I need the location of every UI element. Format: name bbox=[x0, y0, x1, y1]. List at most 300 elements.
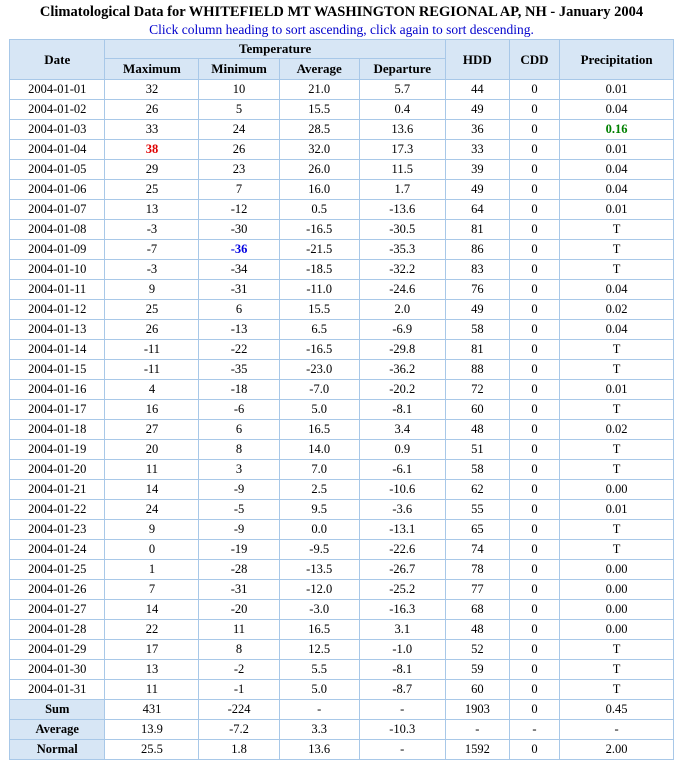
maximum-cell: 27 bbox=[105, 420, 199, 440]
table-row bbox=[10, 440, 674, 460]
summary-row bbox=[10, 720, 674, 740]
hdd-cell: 48 bbox=[445, 420, 509, 440]
maximum-cell: 11 bbox=[105, 680, 199, 700]
cdd-cell: 0 bbox=[509, 160, 559, 180]
hdd-cell: 52 bbox=[445, 640, 509, 660]
column-header-minimum[interactable]: Minimum bbox=[199, 59, 279, 80]
hdd-cell: 81 bbox=[445, 220, 509, 240]
average-cell: 3.3 bbox=[279, 720, 359, 740]
average-cell: 9.5 bbox=[279, 500, 359, 520]
hdd-cell: 1903 bbox=[445, 700, 509, 720]
summary-label: Average bbox=[10, 720, 105, 740]
cdd-cell: 0 bbox=[509, 400, 559, 420]
precipitation-cell: 0.00 bbox=[560, 560, 674, 580]
date-cell: 2004-01-12 bbox=[10, 300, 105, 320]
table-row bbox=[10, 580, 674, 600]
hdd-cell: 58 bbox=[445, 320, 509, 340]
date-cell: 2004-01-05 bbox=[10, 160, 105, 180]
date-cell: 2004-01-30 bbox=[10, 660, 105, 680]
table-row bbox=[10, 420, 674, 440]
minimum-cell: -2 bbox=[199, 660, 279, 680]
date-cell: 2004-01-21 bbox=[10, 480, 105, 500]
hdd-cell: 81 bbox=[445, 340, 509, 360]
minimum-cell: 10 bbox=[199, 80, 279, 100]
column-group-temperature: Temperature bbox=[105, 40, 445, 59]
date-cell: 2004-01-04 bbox=[10, 140, 105, 160]
departure-cell: -1.0 bbox=[359, 640, 445, 660]
average-cell: 16.5 bbox=[279, 420, 359, 440]
cdd-cell: 0 bbox=[509, 660, 559, 680]
hdd-cell: 74 bbox=[445, 540, 509, 560]
column-header-hdd[interactable]: HDD bbox=[445, 40, 509, 80]
hdd-cell: 49 bbox=[445, 100, 509, 120]
hdd-cell: 62 bbox=[445, 480, 509, 500]
minimum-cell: 24 bbox=[199, 120, 279, 140]
precipitation-cell: 0.00 bbox=[560, 580, 674, 600]
maximum-cell: 24 bbox=[105, 500, 199, 520]
average-cell: -21.5 bbox=[279, 240, 359, 260]
maximum-cell: 26 bbox=[105, 320, 199, 340]
departure-cell: -36.2 bbox=[359, 360, 445, 380]
minimum-cell: -1 bbox=[199, 680, 279, 700]
minimum-cell: 6 bbox=[199, 300, 279, 320]
minimum-cell: 1.8 bbox=[199, 740, 279, 760]
departure-cell: - bbox=[359, 700, 445, 720]
departure-cell: -26.7 bbox=[359, 560, 445, 580]
cdd-cell: - bbox=[509, 720, 559, 740]
table-row bbox=[10, 660, 674, 680]
departure-cell: -8.1 bbox=[359, 660, 445, 680]
table-row bbox=[10, 600, 674, 620]
date-cell: 2004-01-11 bbox=[10, 280, 105, 300]
hdd-cell: - bbox=[445, 720, 509, 740]
departure-cell: -8.1 bbox=[359, 400, 445, 420]
minimum-cell: -34 bbox=[199, 260, 279, 280]
hdd-cell: 68 bbox=[445, 600, 509, 620]
maximum-cell: 25.5 bbox=[105, 740, 199, 760]
minimum-cell: -13 bbox=[199, 320, 279, 340]
precipitation-cell: T bbox=[560, 640, 674, 660]
table-row bbox=[10, 120, 674, 140]
date-cell: 2004-01-09 bbox=[10, 240, 105, 260]
precipitation-cell: T bbox=[560, 540, 674, 560]
minimum-cell: 5 bbox=[199, 100, 279, 120]
maximum-cell: 32 bbox=[105, 80, 199, 100]
departure-cell: 1.7 bbox=[359, 180, 445, 200]
average-cell: -18.5 bbox=[279, 260, 359, 280]
column-header-precipitation[interactable]: Precipitation bbox=[560, 40, 674, 80]
departure-cell: -22.6 bbox=[359, 540, 445, 560]
minimum-cell: -31 bbox=[199, 580, 279, 600]
departure-cell: -25.2 bbox=[359, 580, 445, 600]
precipitation-cell: T bbox=[560, 440, 674, 460]
average-cell: -12.0 bbox=[279, 580, 359, 600]
cdd-cell: 0 bbox=[509, 180, 559, 200]
minimum-cell: -5 bbox=[199, 500, 279, 520]
date-cell: 2004-01-23 bbox=[10, 520, 105, 540]
table-row bbox=[10, 520, 674, 540]
minimum-cell: -31 bbox=[199, 280, 279, 300]
precipitation-cell: 0.01 bbox=[560, 200, 674, 220]
date-cell: 2004-01-07 bbox=[10, 200, 105, 220]
average-cell: -23.0 bbox=[279, 360, 359, 380]
cdd-cell: 0 bbox=[509, 500, 559, 520]
average-cell: -13.5 bbox=[279, 560, 359, 580]
date-cell: 2004-01-15 bbox=[10, 360, 105, 380]
minimum-cell: -224 bbox=[199, 700, 279, 720]
minimum-cell: 23 bbox=[199, 160, 279, 180]
cdd-cell: 0 bbox=[509, 80, 559, 100]
minimum-cell: -36 bbox=[199, 240, 279, 260]
maximum-cell: 13 bbox=[105, 200, 199, 220]
maximum-cell: -7 bbox=[105, 240, 199, 260]
hdd-cell: 1592 bbox=[445, 740, 509, 760]
hdd-cell: 88 bbox=[445, 360, 509, 380]
maximum-cell: 25 bbox=[105, 180, 199, 200]
column-header-departure[interactable]: Departure bbox=[359, 59, 445, 80]
departure-cell: 3.1 bbox=[359, 620, 445, 640]
departure-cell: -13.6 bbox=[359, 200, 445, 220]
departure-cell: -30.5 bbox=[359, 220, 445, 240]
hdd-cell: 39 bbox=[445, 160, 509, 180]
departure-cell: 3.4 bbox=[359, 420, 445, 440]
minimum-cell: -19 bbox=[199, 540, 279, 560]
precipitation-cell: T bbox=[560, 340, 674, 360]
precipitation-cell: T bbox=[560, 360, 674, 380]
table-row bbox=[10, 280, 674, 300]
precipitation-cell: T bbox=[560, 260, 674, 280]
table-row bbox=[10, 460, 674, 480]
precipitation-cell: 0.00 bbox=[560, 480, 674, 500]
average-cell: -9.5 bbox=[279, 540, 359, 560]
maximum-cell: 13.9 bbox=[105, 720, 199, 740]
minimum-cell: -12 bbox=[199, 200, 279, 220]
departure-cell: 0.4 bbox=[359, 100, 445, 120]
maximum-cell: 26 bbox=[105, 100, 199, 120]
cdd-cell: 0 bbox=[509, 240, 559, 260]
hdd-cell: 58 bbox=[445, 460, 509, 480]
average-cell: 0.5 bbox=[279, 200, 359, 220]
table-row bbox=[10, 200, 674, 220]
departure-cell: 5.7 bbox=[359, 80, 445, 100]
hdd-cell: 72 bbox=[445, 380, 509, 400]
cdd-cell: 0 bbox=[509, 580, 559, 600]
departure-cell: -24.6 bbox=[359, 280, 445, 300]
maximum-cell: 9 bbox=[105, 520, 199, 540]
date-cell: 2004-01-27 bbox=[10, 600, 105, 620]
maximum-cell: 7 bbox=[105, 580, 199, 600]
precipitation-cell: T bbox=[560, 460, 674, 480]
average-cell: 16.0 bbox=[279, 180, 359, 200]
precipitation-cell: T bbox=[560, 240, 674, 260]
date-cell: 2004-01-02 bbox=[10, 100, 105, 120]
precipitation-cell: - bbox=[560, 720, 674, 740]
minimum-cell: -18 bbox=[199, 380, 279, 400]
departure-cell: 13.6 bbox=[359, 120, 445, 140]
maximum-cell: -11 bbox=[105, 340, 199, 360]
table-row bbox=[10, 240, 674, 260]
average-cell: 6.5 bbox=[279, 320, 359, 340]
average-cell: 7.0 bbox=[279, 460, 359, 480]
minimum-cell: -7.2 bbox=[199, 720, 279, 740]
table-row bbox=[10, 160, 674, 180]
precipitation-cell: T bbox=[560, 220, 674, 240]
average-cell: 15.5 bbox=[279, 300, 359, 320]
column-header-date[interactable]: Date bbox=[10, 40, 105, 80]
minimum-cell: -20 bbox=[199, 600, 279, 620]
average-cell: 32.0 bbox=[279, 140, 359, 160]
precipitation-cell: 0.02 bbox=[560, 420, 674, 440]
minimum-cell: 6 bbox=[199, 420, 279, 440]
maximum-cell: 16 bbox=[105, 400, 199, 420]
maximum-cell: -3 bbox=[105, 220, 199, 240]
cdd-cell: 0 bbox=[509, 340, 559, 360]
column-header-cdd[interactable]: CDD bbox=[509, 40, 559, 80]
precipitation-cell: 0.04 bbox=[560, 100, 674, 120]
table-row bbox=[10, 560, 674, 580]
precipitation-cell: 0.02 bbox=[560, 300, 674, 320]
table-row bbox=[10, 140, 674, 160]
summary-label: Normal bbox=[10, 740, 105, 760]
date-cell: 2004-01-10 bbox=[10, 260, 105, 280]
summary-row bbox=[10, 740, 674, 760]
date-cell: 2004-01-03 bbox=[10, 120, 105, 140]
precipitation-cell: 0.04 bbox=[560, 320, 674, 340]
maximum-cell: 22 bbox=[105, 620, 199, 640]
date-cell: 2004-01-17 bbox=[10, 400, 105, 420]
date-cell: 2004-01-18 bbox=[10, 420, 105, 440]
table-row bbox=[10, 260, 674, 280]
minimum-cell: 26 bbox=[199, 140, 279, 160]
maximum-cell: 13 bbox=[105, 660, 199, 680]
departure-cell: -20.2 bbox=[359, 380, 445, 400]
cdd-cell: 0 bbox=[509, 200, 559, 220]
maximum-cell: 38 bbox=[105, 140, 199, 160]
maximum-cell: 0 bbox=[105, 540, 199, 560]
average-cell: - bbox=[279, 700, 359, 720]
maximum-cell: 25 bbox=[105, 300, 199, 320]
cdd-cell: 0 bbox=[509, 680, 559, 700]
summary-rows bbox=[10, 700, 674, 760]
date-cell: 2004-01-26 bbox=[10, 580, 105, 600]
average-cell: 12.5 bbox=[279, 640, 359, 660]
precipitation-cell: 0.16 bbox=[560, 120, 674, 140]
cdd-cell: 0 bbox=[509, 420, 559, 440]
average-cell: 5.5 bbox=[279, 660, 359, 680]
table-row bbox=[10, 640, 674, 660]
minimum-cell: 8 bbox=[199, 440, 279, 460]
departure-cell: -3.6 bbox=[359, 500, 445, 520]
departure-cell: -16.3 bbox=[359, 600, 445, 620]
hdd-cell: 60 bbox=[445, 680, 509, 700]
precipitation-cell: T bbox=[560, 680, 674, 700]
date-cell: 2004-01-06 bbox=[10, 180, 105, 200]
maximum-cell: -11 bbox=[105, 360, 199, 380]
date-cell: 2004-01-28 bbox=[10, 620, 105, 640]
table-row bbox=[10, 540, 674, 560]
minimum-cell: 11 bbox=[199, 620, 279, 640]
precipitation-cell: 0.01 bbox=[560, 380, 674, 400]
precipitation-cell: 0.00 bbox=[560, 600, 674, 620]
cdd-cell: 0 bbox=[509, 460, 559, 480]
date-cell: 2004-01-22 bbox=[10, 500, 105, 520]
average-cell: 5.0 bbox=[279, 680, 359, 700]
maximum-cell: 11 bbox=[105, 460, 199, 480]
minimum-cell: 3 bbox=[199, 460, 279, 480]
minimum-cell: -28 bbox=[199, 560, 279, 580]
maximum-cell: 20 bbox=[105, 440, 199, 460]
daily-rows bbox=[10, 80, 674, 700]
cdd-cell: 0 bbox=[509, 520, 559, 540]
cdd-cell: 0 bbox=[509, 300, 559, 320]
average-cell: 0.0 bbox=[279, 520, 359, 540]
column-header-maximum[interactable]: Maximum bbox=[105, 59, 199, 80]
precipitation-cell: 0.04 bbox=[560, 280, 674, 300]
date-cell: 2004-01-25 bbox=[10, 560, 105, 580]
page-title: Climatological Data for WHITEFIELD MT WASHINGTON REGIONAL AP, NH - January 2004 bbox=[39, 4, 644, 20]
cdd-cell: 0 bbox=[509, 480, 559, 500]
table-row bbox=[10, 400, 674, 420]
maximum-cell: 1 bbox=[105, 560, 199, 580]
hdd-cell: 78 bbox=[445, 560, 509, 580]
cdd-cell: 0 bbox=[509, 600, 559, 620]
precipitation-cell: 0.01 bbox=[560, 80, 674, 100]
hdd-cell: 64 bbox=[445, 200, 509, 220]
cdd-cell: 0 bbox=[509, 440, 559, 460]
table-row bbox=[10, 300, 674, 320]
maximum-cell: 431 bbox=[105, 700, 199, 720]
hdd-cell: 33 bbox=[445, 140, 509, 160]
precipitation-cell: T bbox=[560, 400, 674, 420]
cdd-cell: 0 bbox=[509, 280, 559, 300]
minimum-cell: -9 bbox=[199, 520, 279, 540]
table-row bbox=[10, 500, 674, 520]
cdd-cell: 0 bbox=[509, 260, 559, 280]
maximum-cell: 14 bbox=[105, 600, 199, 620]
table-row bbox=[10, 320, 674, 340]
minimum-cell: -22 bbox=[199, 340, 279, 360]
average-cell: -3.0 bbox=[279, 600, 359, 620]
maximum-cell: 17 bbox=[105, 640, 199, 660]
minimum-cell: -35 bbox=[199, 360, 279, 380]
precipitation-cell: 0.01 bbox=[560, 140, 674, 160]
date-cell: 2004-01-01 bbox=[10, 80, 105, 100]
average-cell: 13.6 bbox=[279, 740, 359, 760]
sort-instructions: Click column heading to sort ascending, click again to sort descending. bbox=[149, 22, 534, 37]
average-cell: -7.0 bbox=[279, 380, 359, 400]
average-cell: -16.5 bbox=[279, 340, 359, 360]
hdd-cell: 86 bbox=[445, 240, 509, 260]
departure-cell: -10.6 bbox=[359, 480, 445, 500]
table-row bbox=[10, 620, 674, 640]
average-cell: 28.5 bbox=[279, 120, 359, 140]
departure-cell: -6.9 bbox=[359, 320, 445, 340]
date-cell: 2004-01-16 bbox=[10, 380, 105, 400]
precipitation-cell: 2.00 bbox=[560, 740, 674, 760]
maximum-cell: 4 bbox=[105, 380, 199, 400]
summary-row bbox=[10, 700, 674, 720]
average-cell: 14.0 bbox=[279, 440, 359, 460]
date-cell: 2004-01-19 bbox=[10, 440, 105, 460]
hdd-cell: 49 bbox=[445, 300, 509, 320]
cdd-cell: 0 bbox=[509, 560, 559, 580]
cdd-cell: 0 bbox=[509, 620, 559, 640]
departure-cell: -29.8 bbox=[359, 340, 445, 360]
departure-cell: -10.3 bbox=[359, 720, 445, 740]
cdd-cell: 0 bbox=[509, 360, 559, 380]
table-row bbox=[10, 360, 674, 380]
departure-cell: 11.5 bbox=[359, 160, 445, 180]
cdd-cell: 0 bbox=[509, 140, 559, 160]
table-row bbox=[10, 680, 674, 700]
precipitation-cell: 0.04 bbox=[560, 160, 674, 180]
precipitation-cell: 0.01 bbox=[560, 500, 674, 520]
maximum-cell: -3 bbox=[105, 260, 199, 280]
date-cell: 2004-01-08 bbox=[10, 220, 105, 240]
hdd-cell: 49 bbox=[445, 180, 509, 200]
departure-cell: - bbox=[359, 740, 445, 760]
table-row bbox=[10, 220, 674, 240]
date-cell: 2004-01-24 bbox=[10, 540, 105, 560]
cdd-cell: 0 bbox=[509, 320, 559, 340]
table-row bbox=[10, 80, 674, 100]
hdd-cell: 83 bbox=[445, 260, 509, 280]
departure-cell: 17.3 bbox=[359, 140, 445, 160]
precipitation-cell: T bbox=[560, 660, 674, 680]
climate-data-table bbox=[9, 39, 674, 760]
cdd-cell: 0 bbox=[509, 700, 559, 720]
departure-cell: -8.7 bbox=[359, 680, 445, 700]
cdd-cell: 0 bbox=[509, 740, 559, 760]
date-cell: 2004-01-29 bbox=[10, 640, 105, 660]
hdd-cell: 55 bbox=[445, 500, 509, 520]
precipitation-cell: 0.04 bbox=[560, 180, 674, 200]
maximum-cell: 29 bbox=[105, 160, 199, 180]
departure-cell: 2.0 bbox=[359, 300, 445, 320]
departure-cell: -13.1 bbox=[359, 520, 445, 540]
average-cell: -16.5 bbox=[279, 220, 359, 240]
average-cell: 16.5 bbox=[279, 620, 359, 640]
cdd-cell: 0 bbox=[509, 120, 559, 140]
hdd-cell: 59 bbox=[445, 660, 509, 680]
minimum-cell: -30 bbox=[199, 220, 279, 240]
average-cell: -11.0 bbox=[279, 280, 359, 300]
departure-cell: -35.3 bbox=[359, 240, 445, 260]
precipitation-cell: T bbox=[560, 520, 674, 540]
cdd-cell: 0 bbox=[509, 220, 559, 240]
date-cell: 2004-01-20 bbox=[10, 460, 105, 480]
cdd-cell: 0 bbox=[509, 380, 559, 400]
maximum-cell: 9 bbox=[105, 280, 199, 300]
average-cell: 2.5 bbox=[279, 480, 359, 500]
hdd-cell: 48 bbox=[445, 620, 509, 640]
departure-cell: -6.1 bbox=[359, 460, 445, 480]
precipitation-cell: 0.45 bbox=[560, 700, 674, 720]
average-cell: 15.5 bbox=[279, 100, 359, 120]
hdd-cell: 44 bbox=[445, 80, 509, 100]
table-row bbox=[10, 100, 674, 120]
departure-cell: -32.2 bbox=[359, 260, 445, 280]
cdd-cell: 0 bbox=[509, 100, 559, 120]
hdd-cell: 51 bbox=[445, 440, 509, 460]
summary-label: Sum bbox=[10, 700, 105, 720]
minimum-cell: 7 bbox=[199, 180, 279, 200]
table-row bbox=[10, 340, 674, 360]
average-cell: 21.0 bbox=[279, 80, 359, 100]
average-cell: 26.0 bbox=[279, 160, 359, 180]
cdd-cell: 0 bbox=[509, 540, 559, 560]
column-header-average[interactable]: Average bbox=[279, 59, 359, 80]
